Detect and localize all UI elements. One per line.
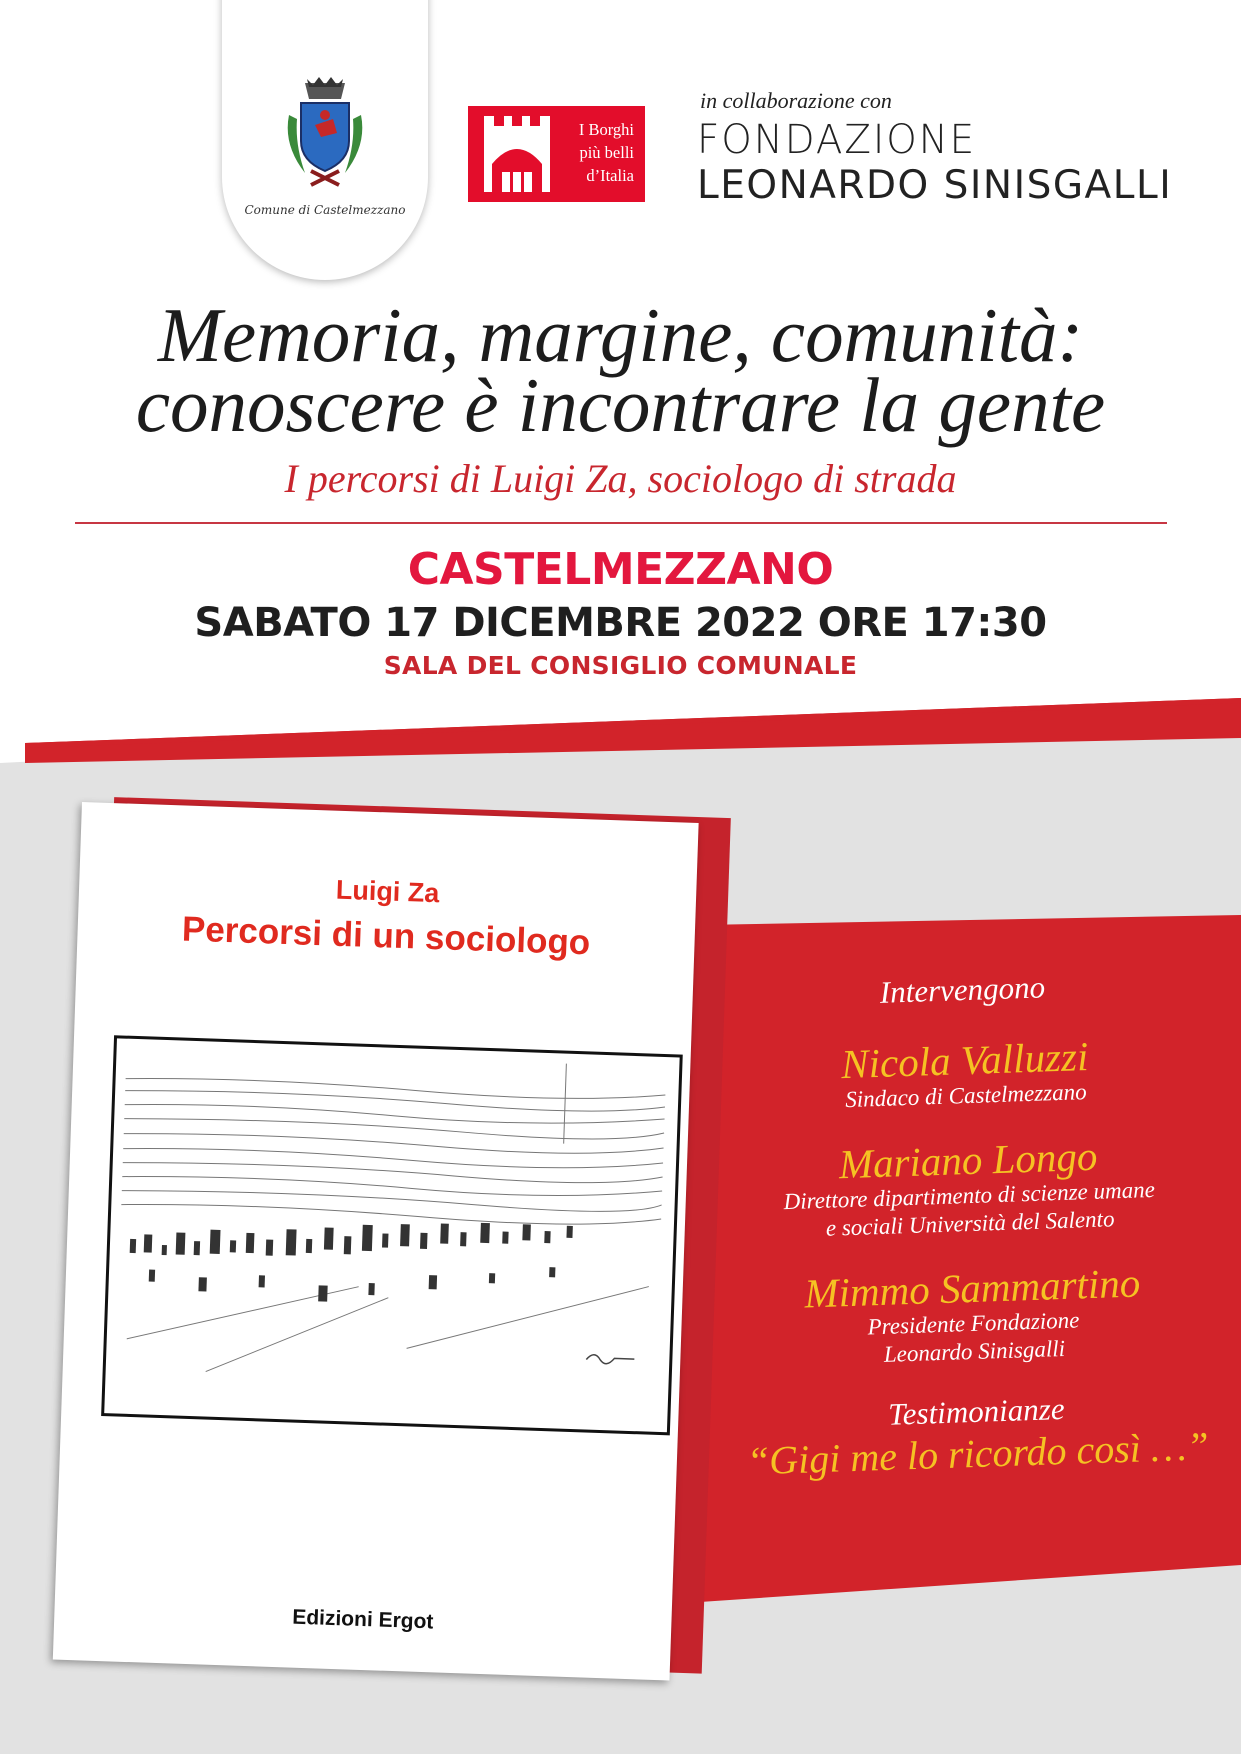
book-cover: [53, 802, 730, 1682]
book-publisher: Edizioni Ergot: [291, 1605, 434, 1634]
comune-label: Comune di Castelmezzano: [244, 203, 406, 217]
speaker-role: Direttore dipartimento di scienze umane: [783, 1176, 1156, 1215]
subtitle: I percorsi di Luigi Za, sociologo di strada: [284, 456, 957, 501]
book-cover-page: [53, 802, 699, 1680]
speaker: [732, 1130, 1205, 1246]
borghi-line: I Borghi: [578, 120, 634, 139]
tower-icon: [482, 116, 552, 192]
speaker: [729, 1030, 1201, 1118]
borghi-line: più belli: [579, 143, 634, 162]
speaker-role: Sindaco di Castelmezzano: [844, 1079, 1088, 1113]
event-datetime: SABATO 17 DICEMBRE 2022 ORE 17:30: [194, 600, 1047, 646]
event-place: CASTELMEZZANO: [407, 544, 834, 595]
comune-logo-badge: [222, 0, 428, 280]
speaker-role: Presidente Fondazione: [867, 1307, 1080, 1340]
speakers-heading: Intervengono: [879, 969, 1046, 1010]
speaker-role: Leonardo Sinisgalli: [883, 1335, 1066, 1367]
event-venue: SALA DEL CONSIGLIO COMUNALE: [383, 651, 858, 680]
speaker-name: Mariano Longo: [838, 1132, 1099, 1188]
town-sketch-icon: [104, 1038, 679, 1432]
testimonianze-quote: “Gigi me lo ricordo così …”: [746, 1423, 1210, 1484]
speakers-panel: [727, 952, 1214, 1484]
speaker-name: Mimmo Sammartino: [803, 1259, 1141, 1317]
main-title-line1: Memoria, margine, comunità:: [157, 292, 1084, 378]
testimonianze-heading: Testimonianze: [887, 1390, 1066, 1432]
speaker-name: Nicola Valluzzi: [840, 1033, 1090, 1088]
borghi-line: d’Italia: [586, 166, 634, 185]
book-author: Luigi Za: [335, 874, 440, 909]
collaboration-label: in collaborazione con: [700, 88, 892, 113]
borghi-text: [558, 118, 634, 187]
fondazione-logo-line2: LEONARDO SINISGALLI: [697, 163, 1173, 208]
speaker: [737, 1258, 1210, 1374]
coat-of-arms-icon: [275, 75, 375, 190]
main-title-line2: conoscere è incontrare la gente: [135, 362, 1106, 448]
book-sketch-illustration: [101, 1035, 683, 1435]
book-title: Percorsi di un sociologo: [181, 909, 591, 963]
borghi-logo: [468, 106, 645, 202]
fondazione-logo-line1: FONDAZIONE: [697, 117, 977, 163]
divider: [75, 522, 1167, 524]
speaker-role: e sociali Università del Salento: [825, 1206, 1115, 1241]
